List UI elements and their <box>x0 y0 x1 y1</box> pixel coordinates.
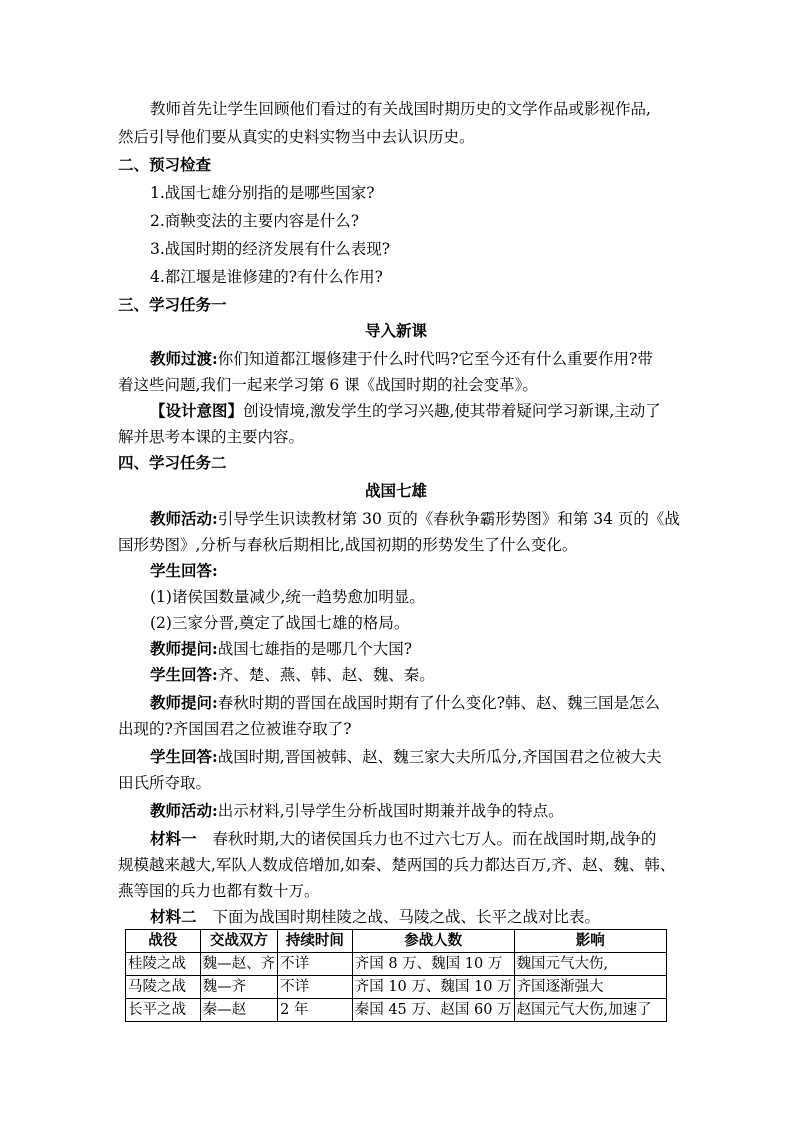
material-1-label: 材料一 <box>150 829 197 848</box>
cell-belligerents: 魏—齐 <box>200 976 278 999</box>
design-intent-text: 创设情境,激发学生的学习兴趣,使其带着疑问学习新课,主动了 <box>243 402 661 420</box>
student-answer-4-label: 学生回答: <box>150 747 218 766</box>
material-2-text: 下面为战国时期桂陵之战、马陵之战、长平之战对比表。 <box>212 908 601 926</box>
header-duration: 持续时间 <box>278 930 353 953</box>
design-intent-label: 【设计意图】 <box>150 401 244 420</box>
cell-belligerents: 魏—赵、齐 <box>200 953 278 976</box>
table-row <box>126 976 667 999</box>
teacher-activity-1-cont: 国形势图》,分析与春秋后期相比,战国初期的形势发生了什么变化。 <box>118 536 578 554</box>
teacher-activity-2-text: 出示材料,引导学生分析战国时期兼并战争的特点。 <box>217 802 564 820</box>
material-1-cont-1: 规模越来越大,军队人数成倍增加,如秦、楚两国的兵力都达百万,齐、赵、魏、韩、 <box>118 856 676 874</box>
cell-impact: 赵国元气大伤,加速了 <box>514 999 666 1022</box>
cell-battle: 马陵之战 <box>126 976 201 999</box>
cell-troops: 秦国 45 万、赵国 60 万 <box>352 999 514 1022</box>
student-answer-2: (2)三家分晋,奠定了战国七雄的格局。 <box>150 614 410 632</box>
header-belligerents: 交战双方 <box>200 930 278 953</box>
table-row <box>126 953 667 976</box>
material-1-cont-2: 燕等国的兵力也都有数十万。 <box>118 882 320 900</box>
table-header-row <box>126 930 667 953</box>
section-heading-task2: 四、学习任务二 <box>118 453 227 472</box>
cell-impact: 齐国逐渐强大 <box>514 976 666 999</box>
student-answer-1: (1)诸侯国数量减少,统一趋势愈加明显。 <box>150 588 425 606</box>
header-battle: 战役 <box>126 930 201 953</box>
teacher-transition-label: 教师过渡: <box>150 349 218 368</box>
preview-question-4: 4.都江堰是谁修建的?有什么作用? <box>150 268 383 286</box>
cell-battle: 桂陵之战 <box>126 953 201 976</box>
cell-duration: 不详 <box>278 976 353 999</box>
teacher-question-2-label: 教师提问: <box>150 693 218 712</box>
preview-question-3: 3.战国时期的经济发展有什么表现? <box>150 240 391 258</box>
teacher-question-2-text: 春秋时期的晋国在战国时期有了什么变化?韩、赵、魏三国是怎么 <box>217 694 661 712</box>
student-answer-4 <box>150 746 662 768</box>
design-intent-cont: 解并思考本课的主要内容。 <box>118 428 305 446</box>
teacher-transition-text: 你们知道都江堰修建于什么时代吗?它至今还有什么重要作用?带 <box>217 350 653 368</box>
teacher-activity-2-label: 教师活动: <box>150 801 218 820</box>
teacher-question-1-text: 战国七雄指的是哪几个大国? <box>217 640 413 658</box>
preview-question-2: 2.商鞅变法的主要内容是什么? <box>150 212 360 230</box>
student-answer-3-text: 齐、楚、燕、韩、赵、魏、秦。 <box>217 666 435 684</box>
material-1-text: 春秋时期,大的诸侯国兵力也不过六七万人。而在战国时期,战争的 <box>212 830 657 848</box>
cell-battle: 长平之战 <box>126 999 201 1022</box>
student-answer-3-label: 学生回答: <box>150 665 218 684</box>
teacher-question-1 <box>150 638 412 660</box>
teacher-transition <box>150 348 653 370</box>
student-answer-3 <box>150 664 435 686</box>
preview-question-1: 1.战国七雄分别指的是哪些国家? <box>150 184 375 202</box>
teacher-activity-1 <box>150 508 680 530</box>
material-2-label: 材料二 <box>150 907 197 926</box>
subsection-title-intro: 导入新课 <box>364 321 427 340</box>
design-intent <box>150 400 661 422</box>
intro-line-1: 教师首先让学生回顾他们看过的有关战国时期历史的文学作品或影视作品, <box>150 100 651 118</box>
student-answer-4-cont: 田氏所夺取。 <box>118 774 212 792</box>
material-2 <box>150 906 600 928</box>
section-heading-preview: 二、预习检查 <box>118 155 212 174</box>
teacher-question-2 <box>150 692 660 714</box>
teacher-question-2-cont: 出现的?齐国国君之位被谁夺取了? <box>118 720 352 738</box>
material-1 <box>150 828 656 850</box>
teacher-transition-cont: 着这些问题,我们一起来学习第 6 课《战国时期的社会变革》。 <box>118 376 538 394</box>
cell-troops: 齐国 8 万、魏国 10 万 <box>352 953 514 976</box>
cell-belligerents: 秦—赵 <box>200 999 278 1022</box>
student-answer-4-text: 战国时期,晋国被韩、赵、魏三家大夫所瓜分,齐国国君之位被大夫 <box>217 748 662 766</box>
teacher-activity-1-text: 引导学生识读教材第 30 页的《春秋争霸形势图》和第 34 页的《战 <box>217 510 680 528</box>
intro-line-2: 然后引导他们要从真实的史料实物当中去认识历史。 <box>118 128 475 146</box>
student-answer-label: 学生回答: <box>150 561 218 580</box>
teacher-question-1-label: 教师提问: <box>150 639 218 658</box>
table-row <box>126 999 667 1022</box>
section-heading-task1: 三、学习任务一 <box>118 295 227 314</box>
cell-impact: 魏国元气大伤, <box>514 953 666 976</box>
teacher-activity-1-label: 教师活动: <box>150 509 218 528</box>
subsection-title-seven-states: 战国七雄 <box>364 481 427 500</box>
cell-troops: 齐国 10 万、魏国 10 万 <box>352 976 514 999</box>
teacher-activity-2 <box>150 800 564 822</box>
header-impact: 影响 <box>514 930 666 953</box>
cell-duration: 2 年 <box>278 999 353 1022</box>
header-troops: 参战人数 <box>352 930 514 953</box>
battle-comparison-table <box>125 929 667 1022</box>
cell-duration: 不详 <box>278 953 353 976</box>
